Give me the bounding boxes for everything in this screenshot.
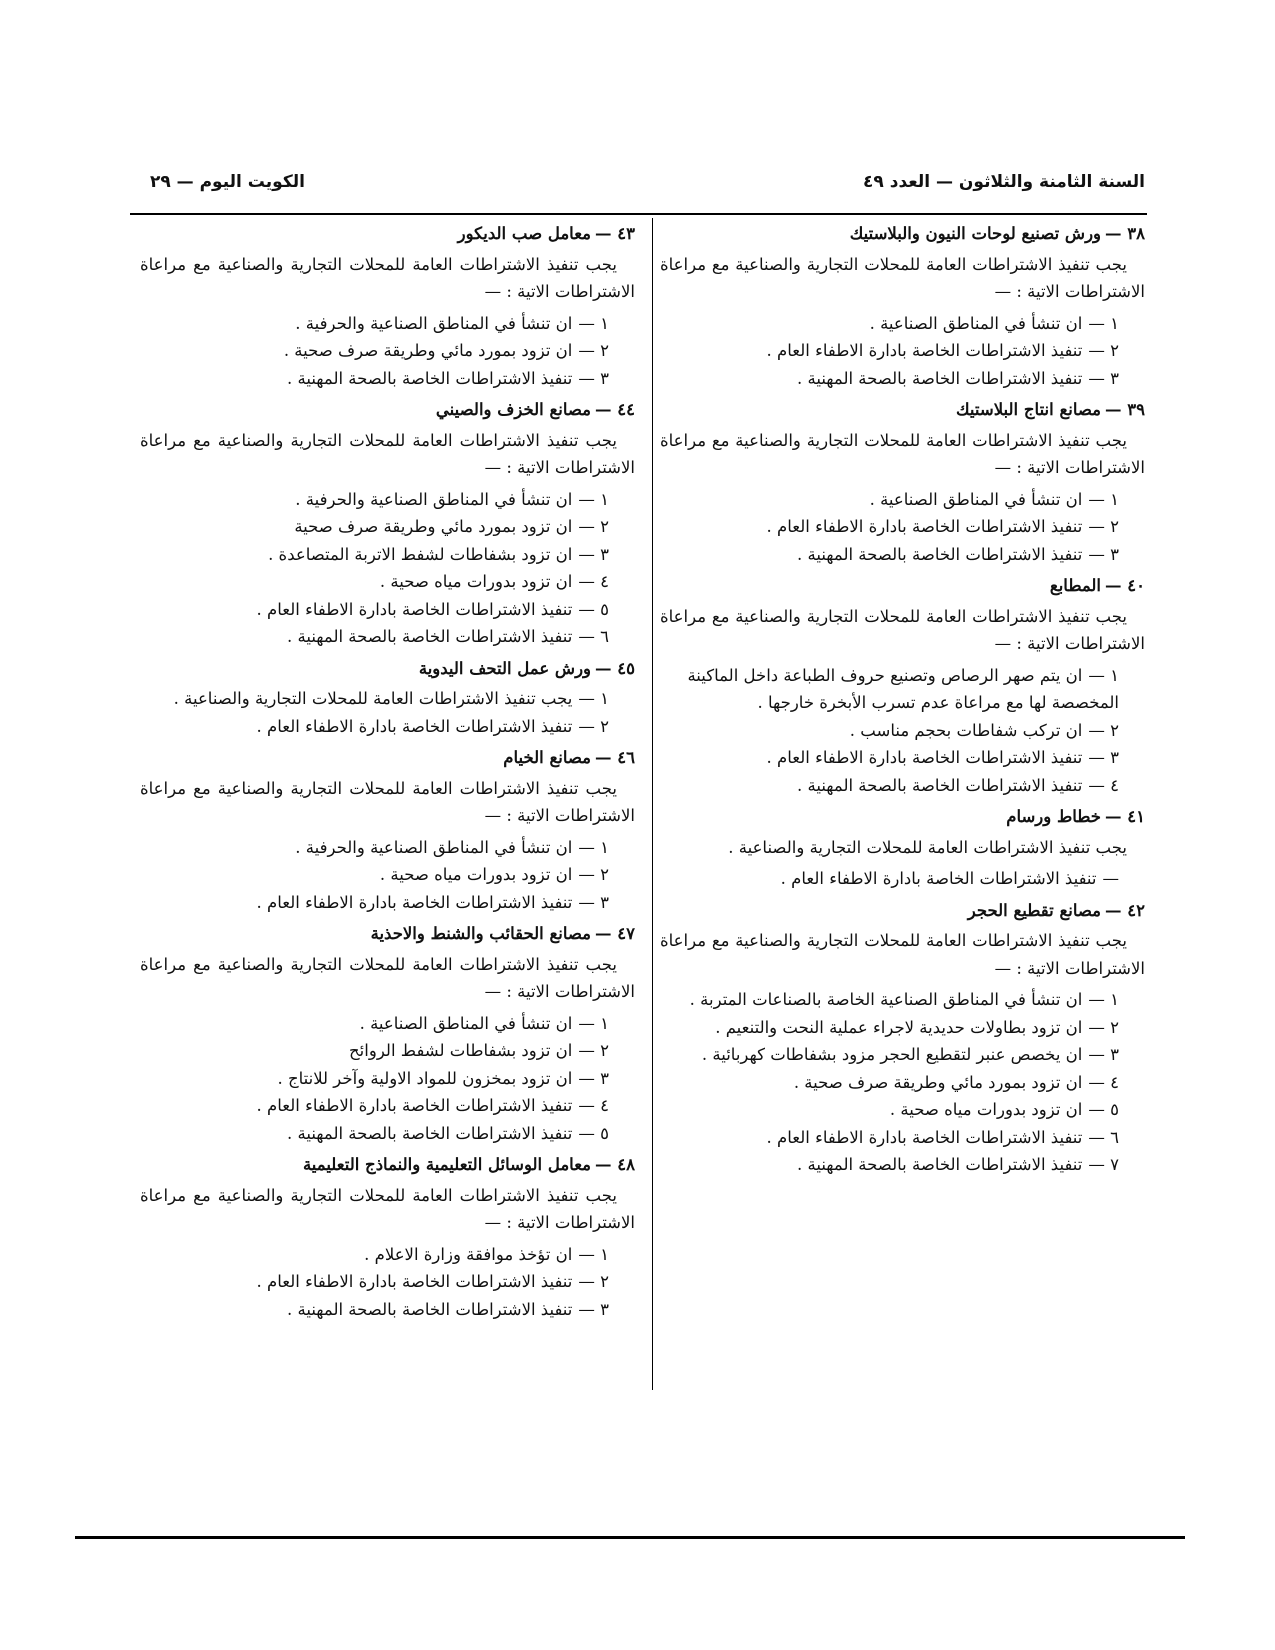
section-intro: يجب تنفيذ الاشتراطات العامة للمحلات التجارية والصناعية مع مراعاة الاشتراطات الاتية : — (140, 778, 635, 825)
requirement-item (660, 365, 1119, 393)
item-number: ١ — (1088, 665, 1119, 685)
item-text: ان تزود بمورد مائي وطريقة صرف صحية . (793, 1072, 1083, 1092)
item-text: تنفيذ الاشتراطات الخاصة بادارة الاطفاء العام . (256, 599, 573, 619)
section-title: معامل الوسائل التعليمية والنماذج التعليمية (302, 1155, 592, 1174)
requirement-item (660, 772, 1119, 800)
requirement-item (140, 861, 609, 889)
requirement-item (660, 1151, 1119, 1179)
requirement-item (140, 513, 609, 541)
item-number: ٢ — (1088, 720, 1119, 740)
item-number: ٥ — (578, 1123, 609, 1143)
item-text: ان تزود بدورات مياه صحية . (379, 865, 573, 884)
item-text: تنفيذ الاشتراطات الخاصة بادارة الاطفاء العام . (766, 1127, 1083, 1147)
requirement-list (660, 986, 1145, 1179)
item-text: تنفيذ الاشتراطات الخاصة بالصحة المهنية . (287, 1123, 573, 1143)
section-number: ٤٦ — (595, 748, 635, 767)
section-intro: يجب تنفيذ الاشتراطات العامة للمحلات التجارية والصناعية . (728, 837, 1127, 857)
section-heading (660, 572, 1145, 600)
section (660, 803, 1145, 893)
item-text: ان تزود بمورد مائي وطريقة صرف صحية . (283, 341, 573, 360)
item-number: ١ — (578, 1013, 609, 1033)
section-number: ٤٣ — (595, 224, 635, 243)
section-heading (140, 396, 635, 424)
requirement-item (140, 834, 609, 862)
section-heading (140, 744, 635, 772)
item-text: تنفيذ الاشتراطات الخاصة بالصحة المهنية . (797, 368, 1083, 388)
section-intro: يجب تنفيذ الاشتراطات العامة للمحلات التجارية والصناعية مع مراعاة الاشتراطات الاتية : — (140, 954, 635, 1001)
item-text: ان تنشأ في المناطق الصناعية والحرفية . (295, 489, 573, 509)
requirement-list (140, 1241, 635, 1324)
section-number: ٤١ — (1105, 807, 1145, 826)
section-number: ٤٢ — (1105, 900, 1145, 920)
item-text: ان تزود بطاولات حديدية لاجراء عملية النحت والتنعيم . (715, 1017, 1083, 1037)
item-text: تنفيذ الاشتراطات الخاصة بالصحة المهنية . (797, 544, 1083, 564)
item-number: ١ — (578, 313, 609, 333)
requirement-list (660, 486, 1145, 569)
requirement-item (140, 1010, 609, 1038)
section-number: ٤٠ — (1105, 576, 1145, 595)
section (660, 572, 1145, 799)
section-intro: يجب تنفيذ الاشتراطات العامة للمحلات التجارية والصناعية مع مراعاة الاشتراطات الاتية : — (140, 254, 635, 301)
section-title: مصانع تقطيع الحجر (967, 900, 1102, 920)
item-number: ٢ — (578, 865, 609, 884)
requirement-item (660, 662, 1119, 717)
requirement-item (140, 713, 609, 741)
requirement-item (140, 486, 609, 514)
item-number: ٣ — (578, 368, 609, 388)
section-heading (140, 1151, 635, 1179)
section-title: مصانع الخيام (503, 748, 592, 767)
item-number: ٣ — (578, 544, 609, 564)
item-text: تنفيذ الاشتراطات الخاصة بالصحة المهنية . (797, 775, 1083, 795)
section-heading (660, 803, 1145, 831)
requirement-list (140, 486, 635, 651)
section (140, 655, 635, 741)
item-number: ٢ — (1088, 517, 1119, 536)
section-heading (140, 220, 635, 248)
item-number: ٥ — (578, 599, 609, 619)
item-number: ١ — (578, 837, 609, 857)
item-text: تنفيذ الاشتراطات الخاصة بادارة الاطفاء العام . (256, 716, 573, 736)
requirement-item (660, 744, 1119, 772)
item-number: ١ — (578, 689, 609, 708)
section-heading (660, 396, 1145, 424)
section-number: ٣٩ — (1105, 400, 1145, 419)
item-text: ان تنشأ في المناطق الصناعية . (359, 1013, 573, 1033)
item-text: ان تنشأ في المناطق الصناعية . (869, 313, 1083, 333)
section-title: مصانع الحقائب والشنط والاحذية (370, 924, 592, 943)
section-intro: يجب تنفيذ الاشتراطات العامة للمحلات التجارية والصناعية مع مراعاة الاشتراطات الاتية : — (660, 931, 1145, 978)
item-number: ٢ — (1088, 1017, 1119, 1037)
item-number: ٣ — (1088, 544, 1119, 564)
section-intro: يجب تنفيذ الاشتراطات العامة للمحلات التجارية والصناعية مع مراعاة الاشتراطات الاتية : — (140, 1185, 635, 1232)
requirement-item (140, 623, 609, 651)
page-header (150, 172, 1145, 202)
item-text: تنفيذ الاشتراطات الخاصة بادارة الاطفاء العام . (766, 748, 1083, 767)
requirement-item (660, 1014, 1119, 1042)
item-text: ان تنشأ في المناطق الصناعية . (869, 489, 1083, 509)
section-number: ٤٥ — (595, 658, 635, 678)
item-text: تنفيذ الاشتراطات الخاصة بادارة الاطفاء العام . (780, 869, 1097, 888)
section-intro: يجب تنفيذ الاشتراطات العامة للمحلات التجارية والصناعية مع مراعاة الاشتراطات الاتية : — (660, 430, 1145, 477)
item-number: ٦ — (578, 627, 609, 646)
item-number: ٤ — (578, 1096, 609, 1115)
item-number: ٤ — (1088, 775, 1119, 795)
section (660, 897, 1145, 1179)
section-title: المطابع (1049, 576, 1102, 595)
item-text: ان تزود بمخزون للمواد الاولية وآخر للانتاج . (277, 1068, 573, 1088)
item-number: ٦ — (1088, 1127, 1119, 1147)
item-number: ٧ — (1088, 1155, 1119, 1174)
item-text: تنفيذ الاشتراطات الخاصة بادارة الاطفاء العام . (766, 517, 1083, 536)
section-title: معامل صب الديكور (457, 224, 592, 243)
section-title: ورش تصنيع لوحات النيون والبلاستيك (849, 224, 1102, 243)
section-intro: يجب تنفيذ الاشتراطات العامة للمحلات التجارية والصناعية مع مراعاة الاشتراطات الاتية : — (140, 430, 635, 477)
section (140, 1151, 635, 1323)
requirement-item (660, 865, 1119, 893)
page-number: الكويت اليوم — ٢٩ (150, 172, 305, 192)
requirement-item (140, 337, 609, 365)
requirement-list (140, 685, 635, 740)
requirement-item (660, 1041, 1119, 1069)
section (140, 744, 635, 916)
section-title: مصانع انتاج البلاستيك (956, 400, 1102, 419)
item-text: ان يخصص عنبر لتقطيع الحجر مزود بشفاطات كهربائية . (701, 1045, 1083, 1064)
item-text: تنفيذ الاشتراطات الخاصة بالصحة المهنية . (287, 627, 573, 646)
requirement-item (140, 1065, 609, 1093)
item-text: تنفيذ الاشتراطات الخاصة بادارة الاطفاء العام . (256, 1272, 573, 1291)
requirement-list (140, 834, 635, 917)
section (660, 396, 1145, 568)
item-text: ان تزود بشفاطات لشفط الاتربة المتصاعدة . (268, 544, 573, 564)
item-text: ان تزود بشفاطات لشفط الروائح (349, 1041, 573, 1060)
item-text: ان تزود بمورد مائي وطريقة صرف صحية (294, 517, 573, 536)
item-text: ان يتم صهر الرصاص وتصنيع حروف الطباعة داخل الماكينة المخصصة لها مع مراعاة عدم تسرب الأبخرة خارجها . (687, 665, 1119, 712)
item-number: ٢ — (578, 1041, 609, 1060)
item-text: ان تنشأ في المناطق الصناعية والحرفية . (295, 313, 573, 333)
requirement-item (660, 337, 1119, 365)
requirement-item (140, 541, 609, 569)
requirement-item (660, 486, 1119, 514)
section (660, 220, 1145, 392)
item-text: ان تزود بدورات مياه صحية . (889, 1100, 1083, 1119)
item-number: ١ — (1088, 990, 1119, 1009)
requirement-item (660, 513, 1119, 541)
requirement-item (660, 986, 1119, 1014)
section-intro: يجب تنفيذ الاشتراطات العامة للمحلات التجارية والصناعية مع مراعاة الاشتراطات الاتية : — (660, 254, 1145, 301)
item-text: ان تنشأ في المناطق الصناعية الخاصة بالصناعات المتربة . (689, 990, 1083, 1009)
item-number: ٣ — (578, 1068, 609, 1088)
requirement-item (140, 596, 609, 624)
item-number: ٤ — (578, 572, 609, 591)
requirement-item (140, 365, 609, 393)
requirement-item (660, 1069, 1119, 1097)
section-heading (140, 655, 635, 683)
issue-info: السنة الثامنة والثلاثون — العدد ٤٩ (863, 172, 1145, 192)
requirement-item (660, 1096, 1119, 1124)
section-intro: يجب تنفيذ الاشتراطات العامة للمحلات التجارية والصناعية مع مراعاة الاشتراطات الاتية : — (660, 606, 1145, 653)
item-number: ٢ — (1088, 341, 1119, 360)
requirement-item (140, 1120, 609, 1148)
requirement-item (140, 1241, 609, 1269)
item-number: ٣ — (1088, 1045, 1119, 1064)
requirement-list (660, 662, 1145, 800)
requirement-list (140, 1010, 635, 1148)
item-text: ان تركب شفاطات بحجم مناسب . (849, 720, 1083, 740)
section-heading (140, 920, 635, 948)
section-number: ٤٤ — (595, 400, 635, 419)
item-text: يجب تنفيذ الاشتراطات العامة للمحلات التجارية والصناعية . (173, 689, 573, 708)
requirement-item (660, 310, 1119, 338)
requirement-item (660, 1124, 1119, 1152)
requirement-item (140, 568, 609, 596)
requirement-item (140, 1296, 609, 1324)
item-number: ٢ — (578, 517, 609, 536)
requirement-list (140, 310, 635, 393)
requirement-item (140, 1037, 609, 1065)
requirement-item (140, 1092, 609, 1120)
item-number: ٣ — (578, 1299, 609, 1319)
requirement-item (660, 717, 1119, 745)
section-number: ٣٨ — (1105, 224, 1145, 243)
item-number: ١ — (578, 1244, 609, 1264)
section-title: مصانع الخزف والصيني (435, 400, 592, 419)
item-text: تنفيذ الاشتراطات الخاصة بادارة الاطفاء العام . (256, 892, 573, 912)
item-number: — (1102, 869, 1119, 888)
header-divider (130, 213, 1147, 215)
section-number: ٤٧ — (595, 924, 635, 943)
column-divider (652, 218, 653, 1390)
section-heading (660, 220, 1145, 248)
item-text: تنفيذ الاشتراطات الخاصة بالصحة المهنية . (287, 1299, 573, 1319)
item-number: ٢ — (578, 341, 609, 360)
section (140, 396, 635, 651)
item-text: تنفيذ الاشتراطات الخاصة بادارة الاطفاء العام . (256, 1096, 573, 1115)
item-number: ٢ — (578, 716, 609, 736)
item-number: ٥ — (1088, 1100, 1119, 1119)
item-number: ١ — (1088, 489, 1119, 509)
item-number: ٣ — (578, 892, 609, 912)
item-number: ٢ — (578, 1272, 609, 1291)
item-number: ٤ — (1088, 1072, 1119, 1092)
item-text: ان تزود بدورات مياه صحية . (379, 572, 573, 591)
item-text: تنفيذ الاشتراطات الخاصة بادارة الاطفاء العام . (766, 341, 1083, 360)
item-text: ان تنشأ في المناطق الصناعية والحرفية . (295, 837, 573, 857)
item-number: ١ — (578, 489, 609, 509)
section-heading (660, 897, 1145, 925)
requirement-item (140, 1268, 609, 1296)
requirement-list (660, 310, 1145, 393)
item-text: تنفيذ الاشتراطات الخاصة بالصحة المهنية . (287, 368, 573, 388)
requirement-item (660, 541, 1119, 569)
section (140, 220, 635, 392)
requirement-item (140, 889, 609, 917)
section-title: خطاط ورسام (1006, 807, 1102, 826)
requirement-list (660, 865, 1145, 893)
section (140, 920, 635, 1147)
item-text: ان تؤخذ موافقة وزارة الاعلام . (364, 1244, 573, 1264)
item-number: ٣ — (1088, 368, 1119, 388)
item-text: تنفيذ الاشتراطات الخاصة بالصحة المهنية . (797, 1155, 1083, 1174)
left-column (140, 220, 635, 1327)
item-number: ٣ — (1088, 748, 1119, 767)
section-title: ورش عمل التحف اليدوية (418, 658, 592, 678)
requirement-item (140, 310, 609, 338)
requirement-item (140, 685, 609, 713)
footer-divider (75, 1536, 1185, 1539)
right-column (660, 220, 1145, 1183)
item-number: ١ — (1088, 313, 1119, 333)
section-number: ٤٨ — (595, 1155, 635, 1174)
